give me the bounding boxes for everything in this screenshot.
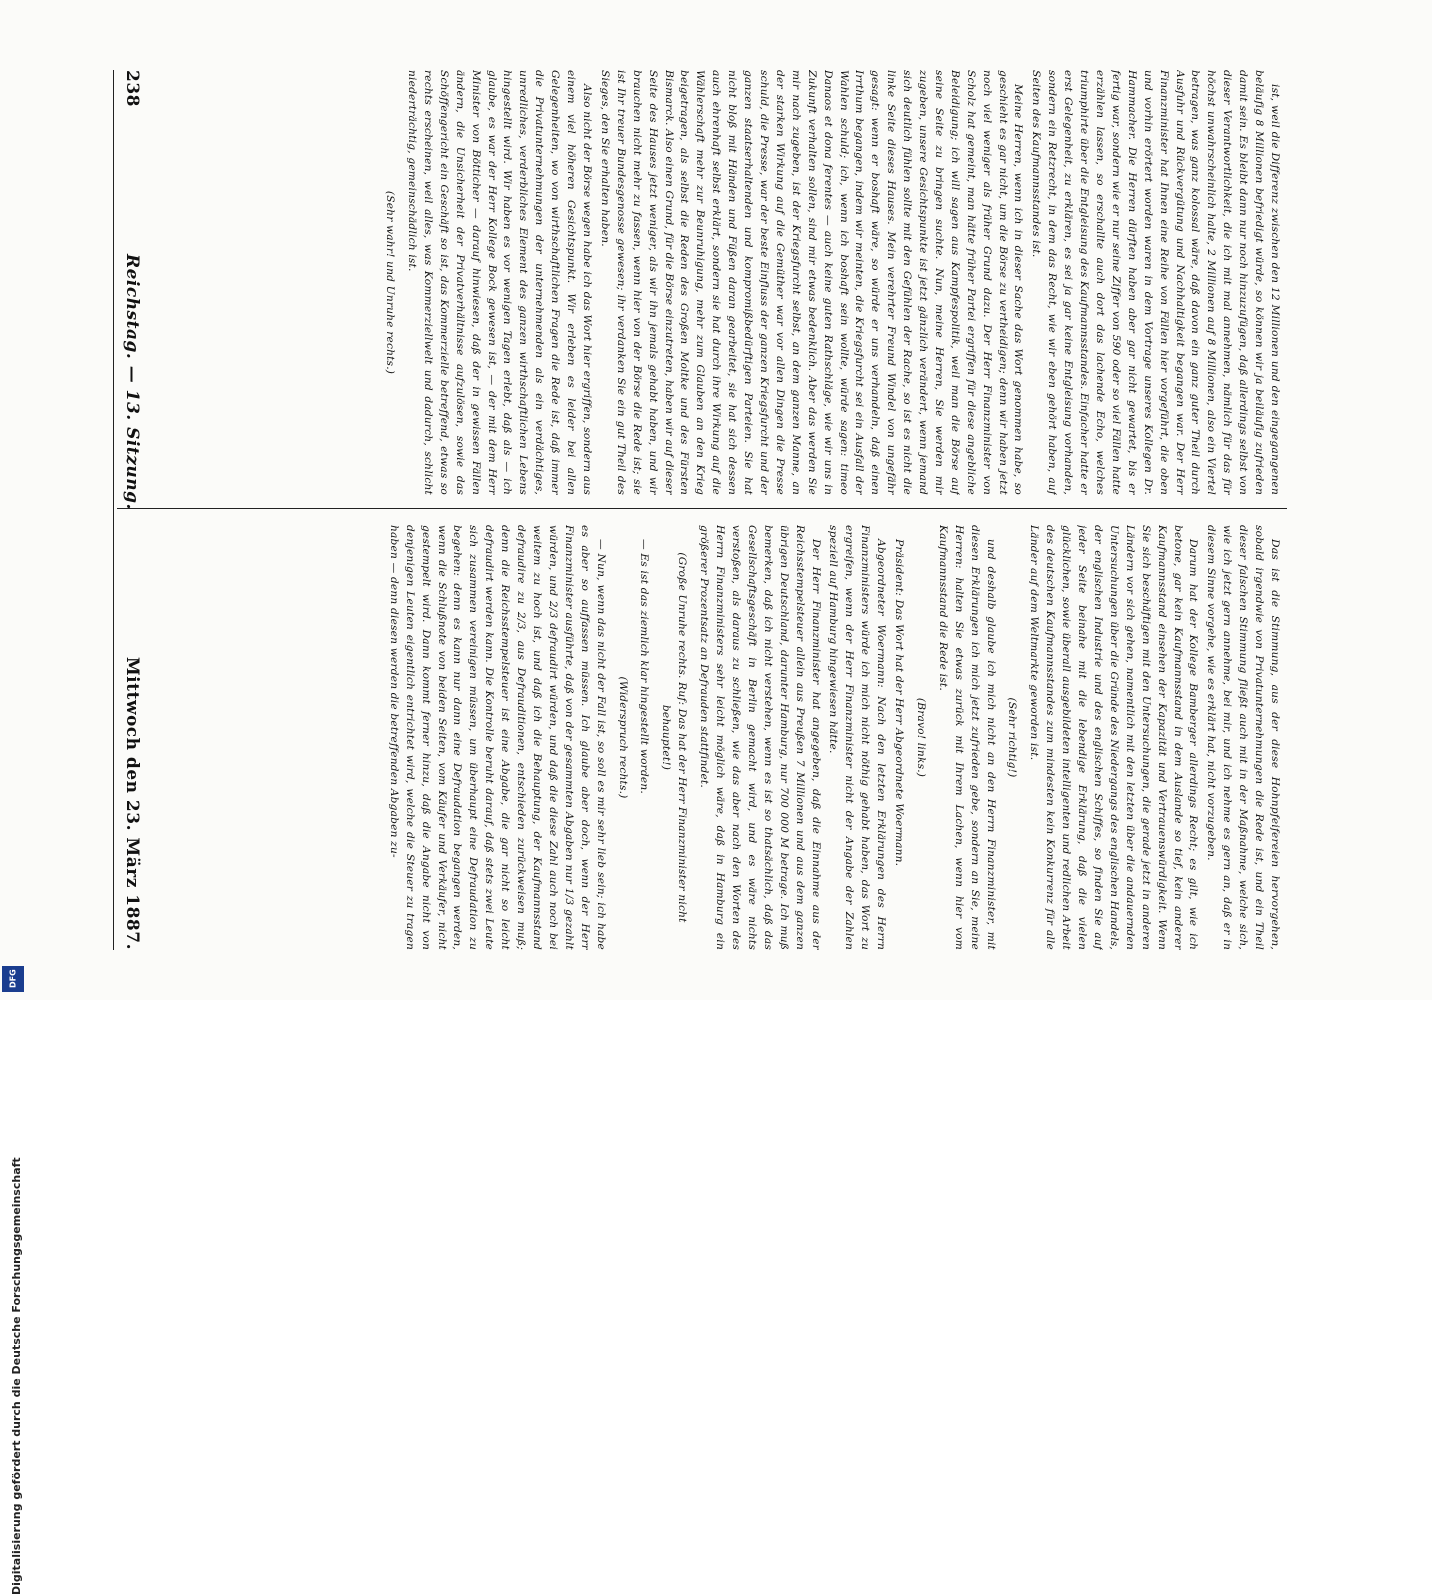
column-divider	[117, 508, 1287, 509]
session-title: Reichstag. — 13. Sitzung.	[122, 253, 142, 510]
session-date: Mittwoch den 23. März 1887.	[122, 656, 142, 950]
page-number: 238	[122, 70, 142, 107]
stage-direction: (Bravo! links.)	[914, 697, 927, 778]
paragraph: Darum hat der Kollege Bamberger allerdings Recht; es gilt, wie ich betone, gar kein Kaufmannsstand in dem Auslande so tief, kein anderer Kaufmannsstand einsehen der Kapazität und Vertrauenswürdigkeit. Wenn Sie sich beschäftigen mit den Untersuchungen, die gerade jetzt in anderen Ländern vor sich gehen, namentlich mit den letzten über die andauernden Untersuchungen über die Gründe des Niedergangs des englischen Handels, der englischen Industrie und des englischen Schiffes, so finden Sie auf jeder Seite beinahe mit die lebendige Erklärung, daß die vielen glücklichen, sowie überall ausgebildeten intelligenten und redlichen Arbeit des deutschen Kaufmannsstandes zum mindesten kein Konkurrenz für alle Länder auf dem Weltmarkte geworden ist.	[1028, 525, 1200, 950]
dfg-logo: DFG	[2, 966, 24, 992]
stage-direction: (Sehr wahr! und Unruhe rechts.)	[384, 190, 397, 375]
paragraph: Präsident: Das Wort hat der Herr Abgeordnete Woermann.	[893, 539, 906, 867]
stage-direction: (Große Unruhe rechts. Ruf: Das hat der Herr Finanzminister nicht behauptet!)	[660, 552, 689, 923]
paragraph: Also nicht der Börse wegen habe ich das Wort hier ergriffen, sondern aus einem viel höheren Gesichtspunkt. Wir erleben es leider bei allen Gelegenheiten, wo von wirthschaftlichen Fragen die Rede ist, daß immer die Privatunternehmungen der unternehmenden als ein verdächtiges, unredliches, verderbliches Element des ganzen wirthschaftlichen Lebens hingestellt wird. Wir haben es vor wenigen Tagen erlebt, daß als — ich glaube, es war der Herr Kollege Bock gewesen ist, — der mit dem Herr Minister von Bötticher — darauf hinwiesen, daß der in gewissen Fällen ändern, die Unsicherheit der Privatverhältnisse aufzulösen, sowie das Schöffengericht ein Geschäft so ist, das Kommerzielle betreffend, etwas so rechts erscheinen, weil alles, was Kommerziellwelt und dadurch, schlicht niederträchtig, gemeinschädlich ist.	[406, 70, 594, 495]
left-column	[152, 70, 1282, 495]
paragraph: Das ist die Stimmung, aus der diese Hohnpfeifereien hervorgehen, sobald irgendwie von Privatunternehmungen die Rede ist, und ein Theil dieser falschen Stimmung fließt auch mit in der Maßnahme, welche sich, wie ich jetzt gern annehme, bei mir, und ich nehme es gern an, daß er in diesem Sinne vorgehe, wie es erklärt hat, nicht vorzugeben.	[1205, 525, 1281, 950]
side-credit	[4, 600, 32, 1595]
paragraph: ist, weil die Differenz zwischen den 12 Millionen und den eingegangenen beläufig 8 Millionen befriedigt würde, so können wir ja beiläufig zufrieden damit sein. Es bleibt dann nur noch hinzuzufügen, daß allerdings selbst von dieser Verantwortlichkeit, die ich mit mal annehmen, nämlich für das für höchst unwahrscheinlich halte, 2 Millionen auf 8 Millionen, also ein Viertel betragen, was ganz kolossal wäre, daß davon ein ganz guter Theil durch Ausfuhr und Rückvergütung und Nachhaltigkeit begangen war. Der Herr Finanzminister hat Ihnen eine Reihe von Fällen hier vorgeführt, die oben und vorhin erörtert worden waren in dem Vortrage unseres Kollegen Dr. Hammacher. Die Herren dürften haben aber gar nicht gewartet, bis er fertig war, sondern wie er nur seine Ziffer von 590 oder so viel Fällen hatte erzählen lassen, so erschallte auch dort das lachende Echo, welches triumphirte über die Entgleisung des Kaufmannsstandes. Einfacher hatte er erst Gelegenheit, zu erklären, es sei ja gar keine Entgleisung vorhanden, sondern ein Retzrecht, in dem das Recht, wie wir eben gehört haben, auf Seiten des Kaufmannsstandes ist.	[1030, 70, 1281, 495]
paragraph: Der Herr Finanzminister hat angegeben, daß die Einnahme aus der Reichsstempelsteuer allein aus Preußen 7 Millionen und aus dem ganzen übrigen Deutschland, darunter Hamburg, nur 700 000 M betrage. Ich muß bemerken, daß ich nicht verstehen, wenn es ist so thatsächlich, daß das Gesellschaftsgeschäft in Berlin gemacht wird, und es wäre nichts verstoßen, als daraus zu schließen, wie das aber nach den Worten des Herrn Finanzministers sehr leicht möglich wäre, daß in Hamburg ein größerer Prozentsatz an Defrauden stattfindet.	[698, 525, 822, 950]
paragraph: Meine Herren, wenn ich in dieser Sache das Wort genommen habe, so geschieht es gar nicht, um die Börse zu vertheidigen; denn wir haben jetzt noch viel weniger als früher Grund dazu. Der Herr Finanzminister von Scholz hat gemeint, man hätte früher Partei ergriffen für diese angebliche Beleidigung; ich will sagen aus Kampfespolitik, weil man die Börse auf seine Seite zu bringen suchte. Nun, meine Herren, Sie werden mir zugeben, unsere Gesichtspunkte ist jetzt gänzlich verändert, wenn jemand sich deutlich fühlen sollte mit den Gefühlen der Rache, so ist es nicht die linke Seite dieses Hauses. Mein verehrter Freund Windel von ungefähr gesagt: wenn er boshaft wäre, so würde er uns verhandeln, daß einen Irrthum begangen, indem wir meinten, die Kriegsfurcht sei ein Ausfall der Wahlen schuld; ich, wenn ich boshaft sein wollte, würde sagen: timeo Danaos et dona ferentes — auch keine guten Rathschläge, wie wir uns in Zukunft verhalten sollen, sind mir etwas bedenklich. Aber das werden Sie mir nach zugeben, ist der Kriegsfurcht selbst, an dem ganzen Manne, an der starken Wirkung auf die Gemüther war vor allen Dingen die Presse schuld, die Presse, war der beste Einfluss der ganzen Kriegsfurcht und der ganzen staatserhaltenden und kompromißbedürftigen Parteien. Sie hat nicht bloß mit Händen und Füßen daran gearbeitet, sie hat sich dessen auch ehrenhaft selbst erklärt, sondern sie hat durch ihre Wirkung auf die Wählerschaft mehr zur Beunruhigung, mehr zum Glauben an den Krieg beigetragen, als selbst die Reden des Großen Moltke und des Fürsten Bismarck. Also einen Grund, für die Börse einzutreten, haben wir auf dieser Seite des Hauses jetzt weniger, als wir ihn jemals gehabt haben, und wir brauchen nicht mehr zu fassen, wenn hier von der Börse die Rede ist; sie ist Ihr treuer Bundesgenosse gewesen; ihr verdanken Sie ein gut Theil des Sieges, den Sie erhalten haben.	[598, 70, 1025, 495]
paragraph: — Es ist das ziemlich klar hingestellt worden.	[638, 539, 651, 794]
right-column	[152, 525, 1282, 950]
page-header	[118, 70, 142, 950]
paragraph: — Nun, wenn das nicht der Fall ist, so soll es mir sehr lieb sein; ich habe es aber so auffassen müssen. Ich glaube aber doch, wenn der Herr Finanzminister ausführte, daß von der gesammten Abgaben nur 1/3 gezahlt würden, und 2/3 defraudirt würden, und daß die diese Zahl auch noch bei weitem zu hoch ist, und daß ich die Behauptung, der Kaufmannsstand defraudire zu 2/3, aus Defrauditionen, entschieden zurückweisen muß; denn die Reichsstempelsteuer ist eine Abgabe, die gar nicht so leicht defraudirt werden kann. Die Kontrolle beruht darauf, daß stets zwei Leute sich zusammen vereinigen müssen, um überhaupt eine Defraudation zu begehen: denn es kann nur dann eine Defraudation begangen werden, wenn die Schlußnote von beiden Seiten, vom Käufer und Verkäufer, nicht gestempelt wird. Dann kommt ferner hinzu, daß die Angabe nicht von denjenigen Leuten eigentlich entrichtet wird, welche die Steuer zu tragen haben — denn diesen werden die betreffenden Abgaben zu-	[387, 525, 607, 950]
paragraph: Abgeordneter Woermann: Nach den letzten Erklärungen des Herrn Finanzministers würde ich mich nicht nöthig gehabt haben, das Wort zu ergreifen, wenn der Herr Finanzminister nicht der Angabe der Zahlen speziell auf Hamburg hingewiesen hätte.	[827, 525, 888, 950]
stage-direction: (Sehr richtig!)	[1006, 697, 1019, 778]
paragraph: und deshalb glaube ich mich nicht an den Herrn Finanzminister, mit diesen Erklärungen ich mich jetzt zufrieden gebe, sondern an Sie, meine Herren: halten Sie etwas zurück mit Ihrem Lachen, wenn hier vom Kaufmannsstand die Rede ist.	[936, 525, 997, 950]
digitization-credit: Digitalisierung gefördert durch die Deutsche Forschungsgemeinschaft	[10, 1157, 23, 1595]
stage-direction: (Widerspruch rechts.)	[616, 676, 629, 799]
header-rule	[113, 70, 114, 950]
